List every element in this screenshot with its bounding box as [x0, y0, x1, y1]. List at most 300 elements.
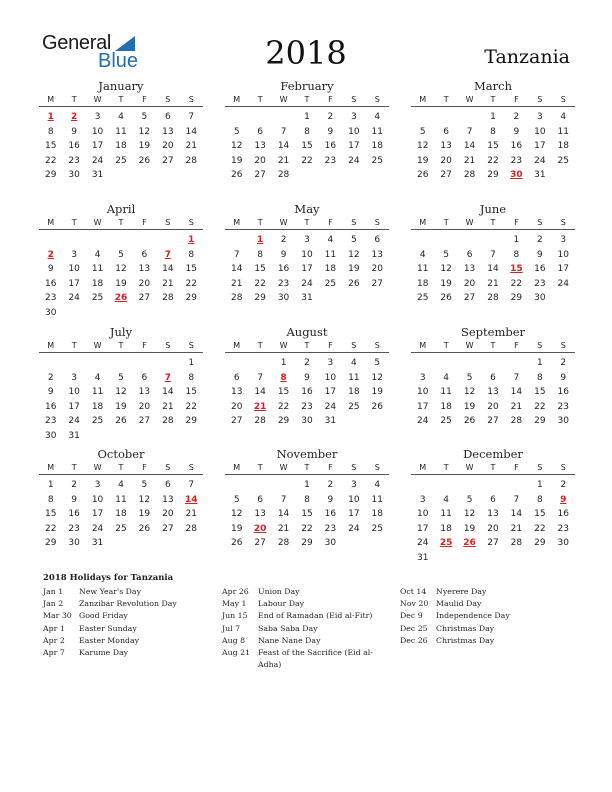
weekday-label: W: [93, 463, 102, 472]
holiday-day: 1: [47, 112, 54, 122]
holiday-date: Apr 7: [43, 648, 65, 658]
day-cell: 4: [118, 112, 124, 122]
weekday-label: W: [465, 463, 474, 472]
day-cell: 26: [416, 170, 429, 181]
day-cell: 21: [185, 141, 197, 152]
day-cell: 30: [301, 416, 313, 427]
weekday-label: M: [233, 95, 241, 104]
day-cell: 16: [68, 509, 80, 520]
day-cell: 1: [536, 480, 543, 490]
day-cell: 23: [557, 401, 569, 412]
day-cell: 27: [230, 416, 243, 427]
holiday-date: Aug 21: [222, 648, 251, 658]
holiday-name: Maulid Day: [436, 599, 482, 609]
day-cell: 8: [188, 372, 195, 383]
day-cell: 7: [513, 372, 520, 383]
weekday-label: F: [328, 218, 333, 227]
weekday-label: W: [93, 218, 102, 227]
weekday-label: S: [188, 95, 194, 104]
weekday-label: T: [304, 341, 310, 350]
day-cell: 12: [138, 126, 151, 137]
month-name: October: [97, 447, 145, 461]
weekday-label: T: [490, 463, 496, 472]
day-cell: 28: [277, 170, 290, 181]
day-cell: 11: [324, 249, 337, 260]
day-cell: 1: [490, 112, 496, 122]
day-cell: 9: [47, 387, 54, 398]
day-cell: 3: [419, 494, 426, 505]
holiday-day: 2: [47, 249, 54, 260]
weekday-label: M: [47, 341, 55, 350]
day-cell: 8: [47, 494, 54, 505]
day-cell: 28: [487, 293, 499, 304]
holiday-day: 7: [164, 249, 171, 260]
day-cell: 30: [68, 538, 80, 549]
day-grid: [39, 475, 203, 551]
weekday-label: S: [351, 218, 357, 227]
day-cell: 11: [115, 126, 127, 137]
day-cell: 13: [371, 249, 383, 260]
empty-cell: [434, 356, 457, 371]
holiday-day: 26: [463, 538, 476, 549]
weekday-label: F: [514, 218, 519, 227]
day-cell: 5: [233, 126, 240, 137]
day-cell: 21: [277, 523, 290, 534]
day-cell: 17: [91, 509, 104, 520]
day-grid: [225, 353, 389, 429]
day-cell: 4: [94, 372, 101, 383]
weekday-label: F: [142, 95, 147, 104]
day-cell: 11: [557, 126, 569, 137]
empty-cell: [156, 233, 179, 248]
holiday-row: [43, 610, 177, 622]
day-cell: 29: [534, 538, 546, 549]
weekday-label: W: [465, 341, 474, 350]
month-august: [225, 325, 389, 429]
day-cell: 25: [91, 416, 104, 427]
day-cell: 16: [510, 141, 523, 152]
day-grid: [39, 353, 203, 444]
day-cell: 5: [419, 126, 426, 137]
holiday-name: Easter Sunday: [79, 623, 137, 633]
day-cell: 26: [138, 155, 151, 166]
empty-cell: [272, 110, 295, 125]
day-cell: 4: [327, 235, 334, 245]
holiday-name: Independence Day: [436, 611, 510, 621]
day-cell: 20: [487, 401, 499, 412]
day-cell: 5: [141, 480, 148, 490]
day-cell: 19: [348, 264, 360, 275]
day-cell: 16: [44, 278, 57, 289]
day-cell: 10: [348, 494, 360, 505]
holiday-day: 9: [560, 494, 567, 505]
day-cell: 18: [91, 401, 104, 412]
day-cell: 6: [257, 126, 263, 137]
day-cell: 16: [557, 387, 569, 398]
day-cell: 3: [71, 249, 77, 260]
day-cell: 27: [162, 155, 174, 166]
empty-cell: [411, 233, 434, 248]
day-cell: 28: [185, 523, 197, 534]
holiday-day: 14: [184, 494, 198, 505]
day-cell: 20: [138, 401, 151, 412]
day-cell: 10: [68, 264, 80, 275]
day-cell: 26: [371, 401, 383, 412]
day-cell: 8: [47, 126, 54, 137]
day-cell: 27: [162, 523, 174, 534]
empty-cell: [505, 478, 528, 493]
holiday-row: [43, 647, 177, 659]
holiday-row: [222, 647, 373, 659]
day-cell: 6: [257, 494, 263, 505]
month-september: [411, 325, 575, 429]
day-cell: 21: [162, 278, 174, 289]
day-cell: 15: [487, 141, 499, 152]
month-name: March: [474, 79, 512, 93]
holiday-day: 26: [114, 293, 128, 304]
day-cell: 2: [71, 480, 77, 490]
empty-cell: [411, 110, 434, 125]
holiday-day: 2: [71, 112, 78, 122]
empty-cell: [248, 110, 271, 125]
holiday-name: Union Day: [258, 587, 300, 596]
day-cell: 3: [327, 358, 334, 368]
day-cell: 23: [68, 523, 80, 534]
day-cell: 7: [280, 494, 287, 505]
day-cell: 11: [440, 387, 452, 398]
day-cell: 16: [534, 264, 546, 275]
holiday-day: 25: [439, 538, 453, 549]
day-cell: 3: [94, 112, 101, 122]
day-cell: 29: [487, 170, 499, 181]
weekday-label: M: [419, 218, 427, 227]
day-cell: 4: [443, 494, 449, 505]
day-cell: 20: [463, 278, 476, 289]
day-cell: 17: [324, 387, 337, 398]
day-grid: [411, 353, 575, 429]
day-cell: 19: [463, 523, 476, 534]
day-cell: 29: [301, 538, 313, 549]
month-may: [225, 202, 389, 306]
holiday-date: Jul 7: [222, 623, 241, 633]
day-cell: 5: [374, 358, 381, 368]
holiday-name: Easter Monday: [79, 635, 140, 645]
day-cell: 16: [324, 141, 337, 152]
day-cell: 18: [91, 278, 104, 289]
weekday-header: [411, 216, 575, 230]
day-cell: 1: [304, 112, 310, 122]
holiday-row: [400, 586, 510, 598]
empty-cell: [62, 233, 85, 248]
day-cell: 9: [560, 372, 567, 383]
day-grid: [411, 475, 575, 566]
weekday-label: T: [71, 95, 77, 104]
holiday-row: [222, 623, 373, 635]
weekday-label: M: [419, 95, 427, 104]
day-cell: 15: [44, 141, 57, 152]
weekday-label: S: [374, 95, 380, 104]
weekday-header: [225, 461, 389, 475]
day-cell: 21: [487, 278, 499, 289]
holidays-title: 2018 Holidays for Tanzania: [43, 573, 174, 583]
day-cell: 28: [185, 155, 197, 166]
day-cell: 26: [230, 170, 243, 181]
day-cell: 27: [138, 416, 151, 427]
day-cell: 17: [68, 401, 80, 412]
day-cell: 8: [304, 494, 310, 505]
weekday-label: F: [142, 218, 147, 227]
holiday-date: Dec 26: [400, 635, 428, 645]
day-cell: 8: [536, 494, 543, 505]
day-cell: 12: [230, 509, 243, 520]
day-cell: 10: [68, 387, 80, 398]
day-cell: 25: [115, 155, 127, 166]
weekday-label: W: [465, 95, 474, 104]
day-cell: 24: [416, 416, 429, 427]
day-cell: 24: [68, 416, 80, 427]
day-cell: 14: [162, 387, 174, 398]
empty-cell: [248, 478, 271, 493]
day-cell: 17: [416, 401, 429, 412]
day-cell: 1: [280, 358, 287, 368]
day-cell: 11: [371, 126, 383, 137]
weekday-label: T: [118, 463, 124, 472]
weekday-label: S: [165, 463, 171, 472]
day-cell: 22: [534, 523, 546, 534]
day-cell: 25: [91, 293, 104, 304]
weekday-label: T: [118, 218, 124, 227]
empty-cell: [86, 233, 109, 248]
day-cell: 9: [327, 126, 334, 137]
weekday-header: [411, 339, 575, 353]
day-cell: 5: [118, 372, 124, 383]
day-cell: 19: [416, 155, 429, 166]
day-cell: 2: [304, 358, 310, 368]
day-cell: 28: [463, 170, 476, 181]
empty-cell: [39, 233, 62, 248]
day-cell: 30: [557, 538, 569, 549]
holiday-date: Mar 30: [43, 611, 72, 621]
day-cell: 10: [557, 249, 569, 260]
empty-cell: [62, 356, 85, 371]
day-cell: 4: [118, 480, 124, 490]
day-cell: 22: [185, 278, 197, 289]
day-cell: 1: [536, 358, 543, 368]
day-cell: 20: [371, 264, 383, 275]
holiday-row: [400, 610, 510, 622]
day-cell: 14: [230, 264, 243, 275]
holiday-day: 15: [510, 264, 523, 275]
day-cell: 23: [324, 155, 337, 166]
day-cell: 24: [557, 278, 569, 289]
holiday-date: May 1: [222, 599, 247, 609]
empty-cell: [39, 356, 62, 371]
weekday-label: T: [443, 463, 449, 472]
holiday-date: Aug 8: [222, 635, 246, 645]
day-cell: 19: [230, 523, 243, 534]
day-cell: 31: [91, 170, 104, 181]
weekday-label: T: [118, 341, 124, 350]
day-cell: 22: [254, 278, 266, 289]
empty-cell: [458, 110, 481, 125]
day-cell: 9: [280, 249, 287, 260]
day-cell: 23: [277, 278, 290, 289]
day-cell: 6: [141, 372, 148, 383]
weekday-label: F: [328, 341, 333, 350]
weekday-label: W: [93, 341, 102, 350]
day-cell: 16: [44, 401, 57, 412]
day-cell: 16: [68, 141, 80, 152]
weekday-label: F: [142, 463, 147, 472]
day-cell: 13: [230, 387, 243, 398]
day-cell: 2: [327, 480, 334, 490]
holiday-name: Adha): [258, 660, 282, 670]
day-cell: 3: [94, 480, 101, 490]
weekday-label: F: [328, 95, 333, 104]
empty-cell: [248, 356, 271, 371]
day-cell: 10: [348, 126, 360, 137]
day-cell: 6: [233, 372, 240, 383]
holiday-row: [222, 586, 373, 598]
empty-cell: [86, 356, 109, 371]
day-cell: 7: [257, 372, 263, 383]
day-cell: 21: [230, 278, 243, 289]
day-cell: 12: [230, 141, 243, 152]
day-cell: 27: [371, 278, 383, 289]
day-cell: 26: [440, 293, 452, 304]
day-cell: 14: [510, 387, 523, 398]
day-cell: 7: [188, 480, 195, 490]
day-cell: 30: [68, 170, 80, 181]
day-cell: 27: [254, 538, 266, 549]
day-cell: 24: [91, 523, 104, 534]
day-cell: 12: [463, 509, 476, 520]
weekday-label: T: [118, 95, 124, 104]
weekday-label: S: [537, 341, 543, 350]
weekday-label: T: [257, 218, 263, 227]
day-cell: 5: [466, 372, 473, 383]
weekday-label: T: [490, 95, 496, 104]
day-cell: 17: [557, 264, 569, 275]
weekday-header: [411, 93, 575, 107]
day-cell: 31: [68, 430, 80, 441]
day-cell: 11: [91, 264, 104, 275]
weekday-label: S: [188, 341, 194, 350]
day-cell: 10: [534, 126, 546, 137]
empty-cell: [458, 356, 481, 371]
day-cell: 22: [44, 523, 57, 534]
weekday-label: S: [537, 95, 543, 104]
day-cell: 27: [440, 170, 452, 181]
day-cell: 11: [115, 494, 127, 505]
weekday-label: T: [304, 463, 310, 472]
day-cell: 25: [324, 278, 337, 289]
day-cell: 10: [324, 372, 337, 383]
weekday-label: T: [71, 463, 77, 472]
weekday-label: T: [71, 218, 77, 227]
day-cell: 6: [466, 249, 473, 260]
day-cell: 9: [71, 126, 77, 137]
day-cell: 19: [440, 278, 452, 289]
day-cell: 30: [534, 293, 546, 304]
month-name: November: [276, 447, 338, 461]
day-cell: 24: [348, 523, 360, 534]
day-cell: 1: [47, 480, 54, 490]
weekday-label: S: [537, 463, 543, 472]
day-cell: 18: [115, 141, 127, 152]
day-grid: [225, 107, 389, 183]
day-cell: 31: [416, 552, 429, 563]
holiday-day: 20: [253, 523, 267, 534]
day-cell: 25: [115, 523, 127, 534]
day-cell: 18: [371, 141, 383, 152]
day-cell: 19: [371, 387, 383, 398]
day-cell: 25: [557, 155, 569, 166]
holiday-name: End of Ramadan (Eid al-Fitr): [258, 611, 373, 621]
day-cell: 18: [557, 141, 569, 152]
day-cell: 4: [443, 372, 449, 383]
weekday-label: S: [165, 341, 171, 350]
weekday-label: S: [351, 341, 357, 350]
day-cell: 17: [416, 523, 429, 534]
weekday-label: T: [257, 463, 263, 472]
day-cell: 26: [138, 523, 151, 534]
month-name: September: [460, 325, 526, 339]
day-cell: 11: [416, 264, 429, 275]
weekday-label: S: [560, 341, 566, 350]
day-cell: 24: [301, 278, 313, 289]
day-cell: 30: [44, 307, 57, 318]
day-cell: 8: [188, 249, 195, 260]
holiday-date: Apr 1: [43, 623, 65, 633]
day-cell: 13: [162, 126, 174, 137]
holiday-name: Labour Day: [258, 599, 305, 609]
day-cell: 2: [280, 235, 287, 245]
weekday-header: [39, 93, 203, 107]
weekday-label: S: [560, 95, 566, 104]
day-cell: 30: [557, 416, 569, 427]
holiday-date: Jan 2: [43, 599, 64, 609]
month-november: [225, 447, 389, 551]
holiday-date: Apr 26: [222, 587, 249, 596]
day-grid: [225, 230, 389, 306]
day-cell: 2: [560, 480, 567, 490]
day-cell: 17: [534, 141, 546, 152]
holiday-row: [222, 610, 373, 622]
day-cell: 3: [350, 112, 357, 122]
day-cell: 12: [348, 249, 360, 260]
day-cell: 21: [162, 401, 174, 412]
weekday-label: M: [419, 341, 427, 350]
day-cell: 30: [44, 430, 57, 441]
month-name: July: [109, 325, 133, 339]
empty-cell: [434, 478, 457, 493]
weekday-label: T: [304, 218, 310, 227]
day-cell: 15: [301, 509, 313, 520]
weekday-label: S: [374, 463, 380, 472]
day-cell: 28: [277, 538, 290, 549]
day-cell: 20: [162, 509, 174, 520]
holiday-date: Dec 9: [400, 611, 423, 621]
day-cell: 29: [44, 538, 57, 549]
day-cell: 7: [513, 494, 520, 505]
empty-cell: [434, 233, 457, 248]
empty-cell: [481, 478, 504, 493]
weekday-label: T: [443, 341, 449, 350]
day-cell: 17: [348, 509, 360, 520]
day-cell: 19: [463, 401, 476, 412]
weekday-header: [39, 461, 203, 475]
